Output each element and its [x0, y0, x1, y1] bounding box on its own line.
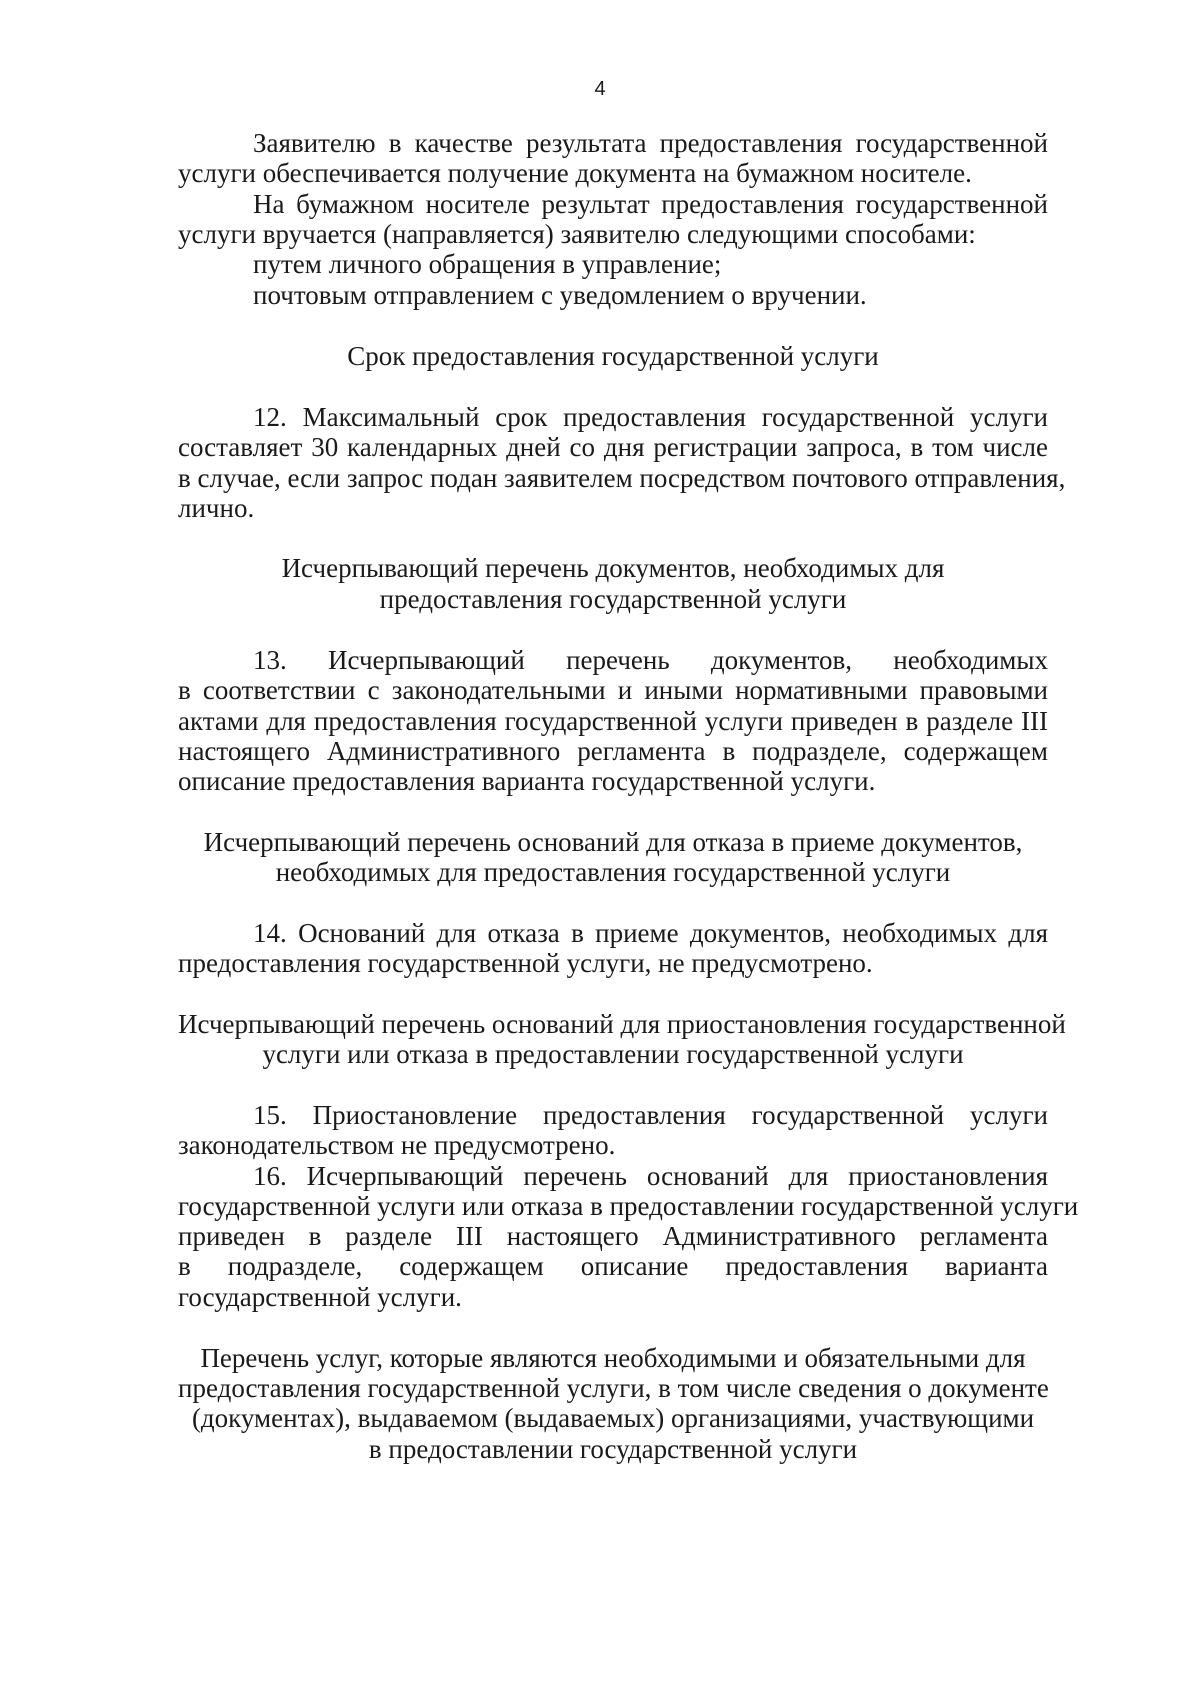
paragraph-line: 13. Исчерпывающий перечень документов, необходимых [253, 645, 1048, 675]
paragraph-line: настоящего Административного регламента в подразделе, содержащем [178, 736, 1048, 766]
paragraph-line: актами для предоставления государственной услуги приведен в разделе III [178, 706, 1048, 736]
page-number: 4 [594, 78, 606, 100]
list-item: почтовым отправлением с уведомлением о вручении. [253, 280, 867, 310]
section-heading: Исчерпывающий перечень документов, необходимых для [281, 553, 945, 583]
section-heading: в предоставлении государственной услуги [368, 1434, 858, 1464]
paragraph-line: предоставления государственной услуги, не предусмотрено. [178, 948, 873, 978]
section-heading: предоставления государственной услуги, в том числе сведения о документе [178, 1373, 1049, 1403]
paragraph-line: в подразделе, содержащем описание предоставления варианта [178, 1251, 1048, 1281]
paragraph-line: 15. Приостановление предоставления государственной услуги [253, 1100, 1048, 1130]
paragraph-line: Заявителю в качестве результата предоставления государственной [253, 128, 1048, 158]
paragraph-line: лично. [178, 493, 255, 523]
paragraph-line: 12. Максимальный срок предоставления государственной услуги [253, 402, 1048, 432]
paragraph-line: 14. Оснований для отказа в приеме документов, необходимых для [253, 918, 1048, 948]
paragraph-line: в соответствии с законодательными и иными нормативными правовыми [178, 675, 1048, 705]
section-heading: услуги или отказа в предоставлении государственной услуги [262, 1039, 964, 1069]
section-heading: Перечень услуг, которые являются необходимыми и обязательными для [200, 1343, 1026, 1373]
section-heading: Срок предоставления государственной услуги [347, 341, 879, 371]
paragraph-line: 16. Исчерпывающий перечень оснований для приостановления [253, 1161, 1048, 1191]
section-heading: предоставления государственной услуги [379, 584, 847, 614]
section-heading: (документах), выдаваемом (выдаваемых) организациями, участвующими [191, 1403, 1035, 1433]
paragraph-line: законодательством не предусмотрено. [178, 1130, 616, 1160]
paragraph-line: государственной услуги или отказа в предоставлении государственной услуги [178, 1191, 1079, 1221]
paragraph-line: приведен в разделе III настоящего Административного регламента [178, 1221, 1048, 1251]
list-item: путем личного обращения в управление; [253, 249, 722, 279]
paragraph-line: На бумажном носителе результат предоставления государственной [253, 189, 1048, 219]
paragraph-line: государственной услуги. [178, 1282, 462, 1312]
paragraph-line: в случае, если запрос подан заявителем посредством почтового отправления, [178, 463, 1066, 493]
paragraph-line: составляет 30 календарных дней со дня регистрации запроса, в том числе [178, 432, 1048, 462]
section-heading: необходимых для предоставления государственной услуги [275, 857, 951, 887]
section-heading: Исчерпывающий перечень оснований для приостановления государственной [178, 1009, 1066, 1039]
paragraph-line: услуги обеспечивается получение документа на бумажном носителе. [178, 158, 972, 188]
section-heading: Исчерпывающий перечень оснований для отказа в приеме документов, [203, 827, 1023, 857]
paragraph-line: описание предоставления варианта государственной услуги. [178, 766, 876, 796]
paragraph-line: услуги вручается (направляется) заявителю следующими способами: [178, 219, 976, 249]
